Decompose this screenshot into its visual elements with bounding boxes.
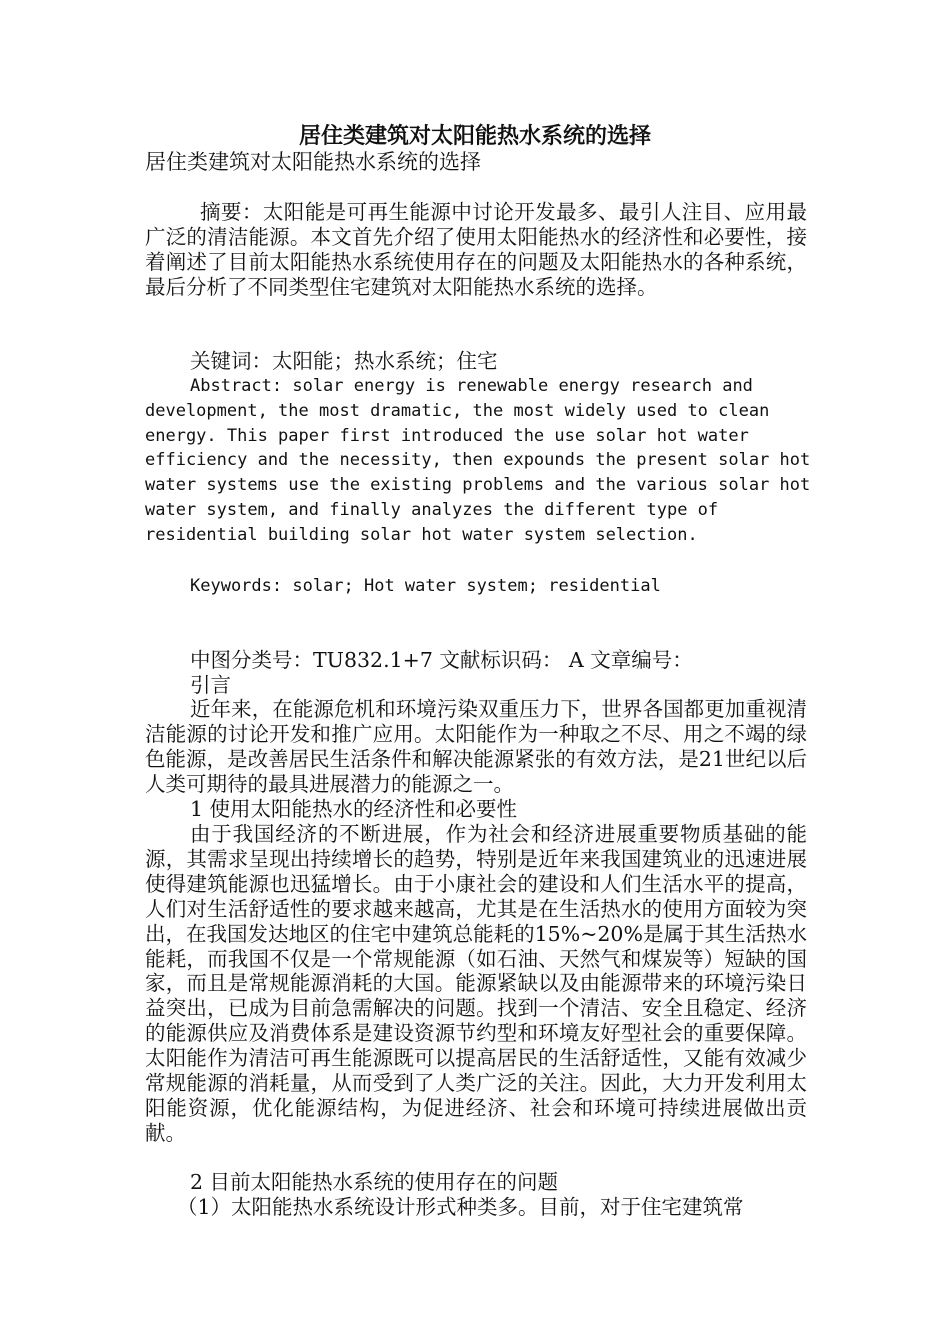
section1-heading: 1 使用太阳能热水的经济性和必要性 <box>190 797 518 821</box>
section2-heading: 2 目前太阳能热水系统的使用存在的问题 <box>190 1170 559 1194</box>
section2-paragraph-start: （1）太阳能热水系统设计形式种类多。目前，对于住宅建筑常 <box>177 1195 744 1219</box>
abstract-english: Abstract: solar energy is renewable energy research and development, the most dramatic, the most widely used to clean energy. This paper first introduced the use solar hot water efficiency and the necessity, then expounds the present solar hot water systems use the existing problems and the various solar hot water system, and finally analyzes the different type of residential building solar hot water system selection. <box>145 376 811 545</box>
keywords-english: Keywords: solar; Hot water system; residential <box>190 576 661 596</box>
document-title: 居住类建筑对太阳能热水系统的选择 <box>298 123 651 149</box>
section1-paragraph: 由于我国经济的不断进展，作为社会和经济进展重要物质基础的能源，其需求呈现出持续增长的趋势，特别是近年来我国建筑业的迅速进展使得建筑能源也迅猛增长。由于小康社会的建设和人们生活水平的提高，人们对生活舒适性的要求越来越高，尤其是在生活热水的使用方面较为突出，在我国发达地区的住宅中建筑总能耗的15%~20%是属于其生活热水能耗，而我国不仅是一个常规能源（如石油、天然气和煤炭等）短缺的国家，而且是常规能源消耗的大国。能源紧缺以及由能源带来的环境污染日益突出，已成为目前急需解决的问题。找到一个清洁、安全且稳定、经济的能源供应及消费体系是建设资源节约型和环境友好型社会的重要保障。太阳能作为清洁可再生能源既可以提高居民的生活舒适性，又能有效减少常规能源的消耗量，从而受到了人类广泛的关注。因此，大力开发利用太阳能资源，优化能源结构，为促进经济、社会和环境可持续进展做出贡献。 <box>145 822 807 1145</box>
intro-paragraph: 近年来，在能源危机和环境污染双重压力下，世界各国都更加重视清洁能源的讨论开发和推广应用。太阳能作为一种取之不尽、用之不竭的绿色能源，是改善居民生活条件和解决能源紧张的有效方法，是21世纪以后人类可期待的最具进展潜力的能源之一。 <box>145 697 807 796</box>
keywords-chinese: 关键词：太阳能；热水系统；住宅 <box>190 349 498 373</box>
document-subtitle: 居住类建筑对太阳能热水系统的选择 <box>145 150 481 174</box>
intro-heading: 引言 <box>190 673 231 697</box>
abstract-chinese: 摘要：太阳能是可再生能源中讨论开发最多、最引人注目、应用最广泛的清洁能源。本文首先介绍了使用太阳能热水的经济性和必要性，接着阐述了目前太阳能热水系统使用存在的问题及太阳能热水的各种系统，最后分析了不同类型住宅建筑对太阳能热水系统的选择。 <box>145 200 807 299</box>
classification-line: 中图分类号：TU832.1+7 文献标识码： A 文章编号： <box>190 648 693 672</box>
